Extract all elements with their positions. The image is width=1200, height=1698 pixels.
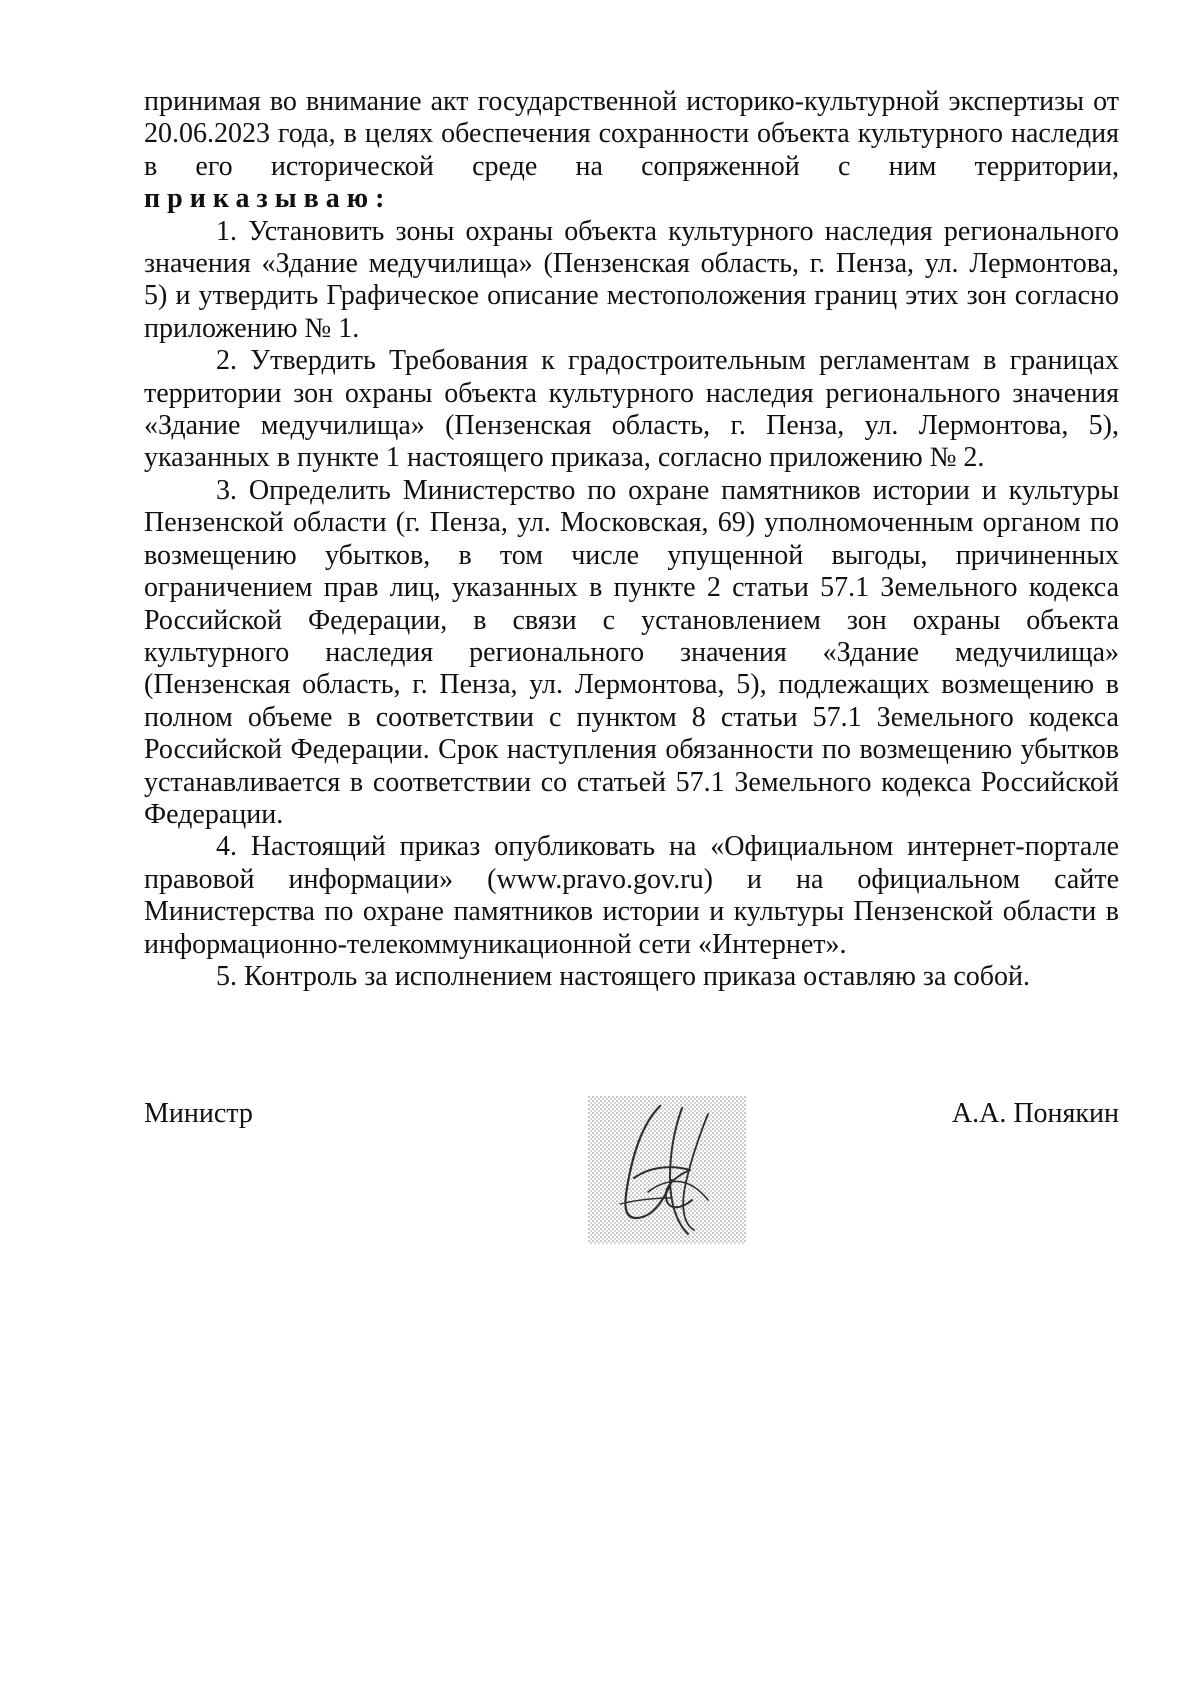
signer-title: Министр xyxy=(144,1098,253,1129)
signature-block xyxy=(144,1098,1119,1258)
item-5-paragraph: 5. Контроль за исполнением настоящего приказа оставляю за собой. xyxy=(216,960,1031,992)
item-3-paragraph: 3. Определить Министерство по охране памятников истории и культуры Пензенской области (г. Пенза, ул. Московская, 69) уполномоченным органом по возмещению убытков, в том числе упущенной выгоды, причиненных ограничением прав лиц, указанных в пункте 2 статьи 57.1 Земельного кодекса Российской Федерации, в связи с установлением зон охраны объекта культурного наследия регионального значения «Здание медучилища» (Пензенская область, г. Пенза, ул. Лермонтова, 5), подлежащих возмещению в полном объеме в соответствии с пунктом 8 статьи 57.1 Земельного кодекса Российской Федерации. Срок наступления обязанности по возмещению убытков устанавливается в соответствии со статьей 57.1 Земельного кодекса Российской Федерации. xyxy=(144,474,1119,830)
item-2-paragraph: 2. Утвердить Требования к градостроительным регламентам в границах территории зон охраны объекта культурного наследия регионального значения «Здание медучилища» (Пензенская область, г. Пенза, ул. Лермонтова, 5), указанных в пункте 1 настоящего приказа, согласно приложению № 2. xyxy=(144,345,1119,474)
item-1-paragraph: 1. Установить зоны охраны объекта культурного наследия регионального значения «Здание медучилища» (Пензенская область, г. Пенза, ул. Лермонтова, 5) и утвердить Графическое описание местоположения границ этих зон согласно приложению № 1. xyxy=(144,215,1119,344)
item-4-paragraph: 4. Настоящий приказ опубликовать на «Официальном интернет-портале правовой информации» (www.pravo.gov.ru) и на официальном сайте Министерства по охране памятников истории и культуры Пензенской области в информационно-телекоммуникационной сети «Интернет». xyxy=(144,831,1119,960)
intro-paragraph xyxy=(144,86,1119,216)
intro-text: принимая во внимание акт государственной историко-культурной экспертизы от 20.06.2023 года, в целях обеспечения сохранности объекта культурного наследия в его исторической среде на сопряженной с ним территории, xyxy=(144,86,1119,182)
handwritten-signature-icon xyxy=(588,1096,746,1244)
signer-name: А.А. Понякин xyxy=(951,1098,1119,1129)
document-body xyxy=(144,86,1119,993)
order-word: приказываю: xyxy=(144,183,392,215)
